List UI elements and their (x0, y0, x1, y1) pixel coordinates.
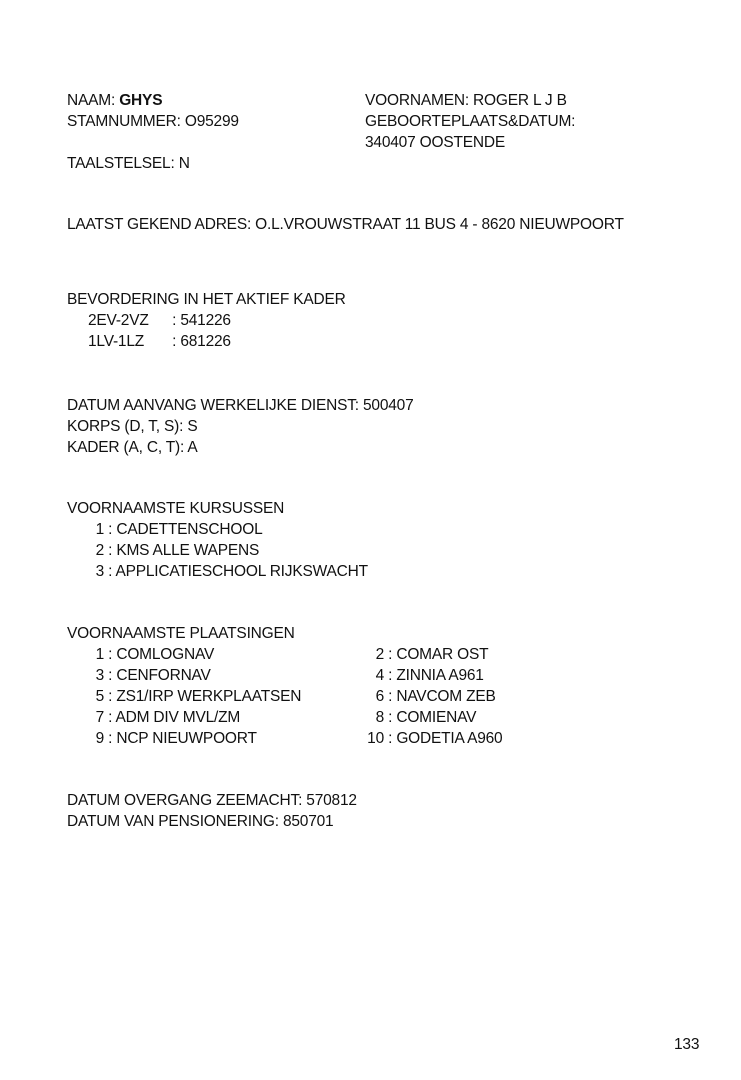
plaatsing-text: : ZS1/IRP WERKPLAATSEN (108, 688, 302, 705)
plaatsing-number: 5 (95, 688, 104, 705)
plaatsing-text: : ADM DIV MVL/ZM (108, 709, 241, 726)
page-number: 133 (674, 1036, 700, 1053)
plaatsing-text: : ZINNIA A961 (388, 667, 484, 684)
kursus-item (88, 562, 368, 582)
kursus-text: : KMS ALLE WAPENS (108, 542, 260, 559)
kursus-text: : CADETTENSCHOOL (108, 521, 263, 538)
stamnummer: STAMNUMMER: O95299 (67, 113, 239, 130)
plaatsing-item (362, 666, 484, 686)
kursus-text: : APPLICATIESCHOOL RIJKSWACHT (108, 563, 368, 580)
adres: LAATST GEKEND ADRES: O.L.VROUWSTRAAT 11 BUS 4 - 8620 NIEUWPOORT (67, 216, 624, 233)
plaatsing-text: : COMAR OST (388, 646, 489, 663)
kursus-item (88, 520, 263, 540)
plaatsing-item (362, 729, 502, 749)
taalstelsel: TAALSTELSEL: N (67, 155, 190, 172)
plaatsing-item (88, 687, 301, 707)
plaatsing-item (362, 687, 496, 707)
plaatsing-text: : NAVCOM ZEB (388, 688, 496, 705)
datum-pensionering: DATUM VAN PENSIONERING: 850701 (67, 813, 334, 830)
bevordering-row (88, 332, 231, 352)
plaatsing-number: 7 (95, 709, 104, 726)
plaatsing-number: 4 (375, 667, 384, 684)
plaatsing-number: 2 (375, 646, 384, 663)
kursus-item (88, 541, 259, 561)
kursussen-title: VOORNAAMSTE KURSUSSEN (67, 500, 285, 517)
plaatsing-item (88, 645, 214, 665)
plaatsing-text: : COMIENAV (388, 709, 477, 726)
kursus-number: 1 (95, 521, 104, 538)
plaatsing-text: : GODETIA A960 (388, 730, 503, 747)
voornamen: VOORNAMEN: ROGER L J B (365, 92, 567, 109)
plaatsingen-title: VOORNAAMSTE PLAATSINGEN (67, 625, 295, 642)
plaatsing-item (88, 666, 211, 686)
bevordering-title: BEVORDERING IN HET AKTIEF KADER (67, 291, 346, 308)
bevordering-row (88, 311, 231, 331)
plaatsing-number: 8 (375, 709, 384, 726)
plaatsing-item (88, 729, 257, 749)
geboorte-value: 340407 OOSTENDE (365, 134, 506, 151)
datum-overgang: DATUM OVERGANG ZEEMACHT: 570812 (67, 792, 357, 809)
plaatsing-text: : NCP NIEUWPOORT (108, 730, 257, 747)
bevordering-date: : 541226 (172, 312, 231, 329)
korps: KORPS (D, T, S): S (67, 418, 198, 435)
kader: KADER (A, C, T): A (67, 439, 198, 456)
kursus-number: 2 (95, 542, 104, 559)
plaatsing-text: : COMLOGNAV (108, 646, 215, 663)
geboorte-label: GEBOORTEPLAATS&DATUM: (365, 113, 576, 130)
plaatsing-number: 3 (95, 667, 104, 684)
plaatsing-number: 6 (375, 688, 384, 705)
bevordering-grade: 1LV-1LZ (88, 333, 145, 350)
naam-line (67, 91, 162, 111)
plaatsing-number: 9 (95, 730, 104, 747)
plaatsing-text: : CENFORNAV (108, 667, 211, 684)
plaatsing-item (362, 645, 488, 665)
naam-label: NAAM: (67, 92, 116, 109)
kursus-number: 3 (95, 563, 104, 580)
bevordering-grade: 2EV-2VZ (88, 312, 149, 329)
naam-value: GHYS (119, 92, 163, 109)
plaatsing-item (362, 708, 476, 728)
plaatsing-number: 1 (95, 646, 104, 663)
plaatsing-number: 10 (367, 730, 384, 747)
plaatsing-item (88, 708, 240, 728)
bevordering-date: : 681226 (172, 333, 231, 350)
datum-aanvang: DATUM AANVANG WERKELIJKE DIENST: 500407 (67, 397, 414, 414)
